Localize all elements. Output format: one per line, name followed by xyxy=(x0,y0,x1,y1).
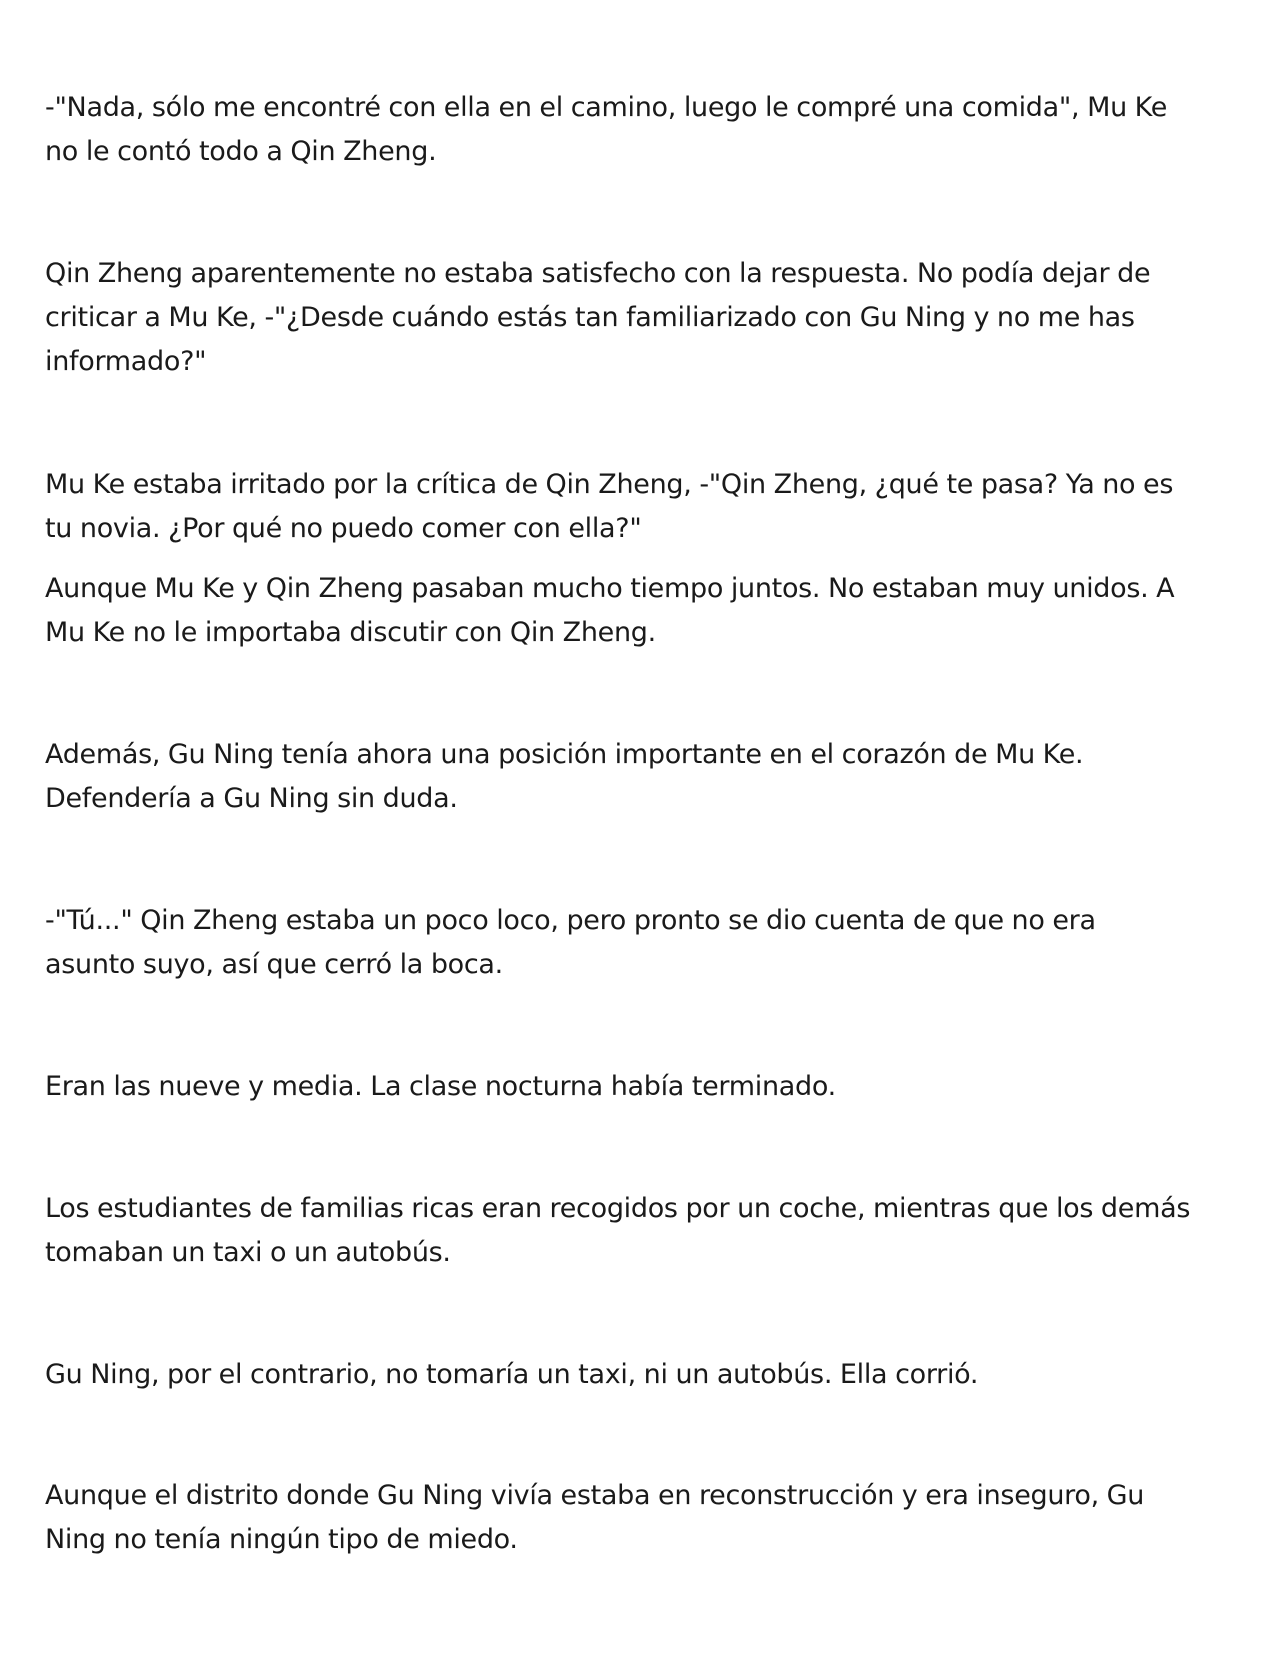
text-line: Además, Gu Ning tenía ahora una posición importante en el corazón de Mu Ke. xyxy=(45,739,1084,770)
text-line: tomaban un taxi o un autobús. xyxy=(45,1237,451,1268)
text-line: Aunque el distrito donde Gu Ning vivía estaba en reconstrucción y era inseguro, Gu xyxy=(45,1480,1145,1511)
paragraph-3 xyxy=(45,463,1235,551)
paragraph-7 xyxy=(45,1065,1235,1109)
paragraph-4 xyxy=(45,567,1235,655)
paragraph-1 xyxy=(45,86,1235,174)
text-line: Eran las nueve y media. La clase nocturna había terminado. xyxy=(45,1071,836,1102)
text-line: asunto suyo, así que cerró la boca. xyxy=(45,949,503,980)
text-line: Mu Ke no le importaba discutir con Qin Zheng. xyxy=(45,617,656,648)
text-line: informado?" xyxy=(45,346,207,377)
text-line: Gu Ning, por el contrario, no tomaría un taxi, ni un autobús. Ella corrió. xyxy=(45,1359,979,1390)
paragraph-8 xyxy=(45,1187,1235,1275)
paragraph-6 xyxy=(45,899,1235,987)
text-line: criticar a Mu Ke, -"¿Desde cuándo estás tan familiarizado con Gu Ning y no me has xyxy=(45,302,1135,333)
paragraph-5 xyxy=(45,733,1235,821)
text-line: Ning no tenía ningún tipo de miedo. xyxy=(45,1524,518,1555)
paragraph-9 xyxy=(45,1353,1235,1397)
text-line: -"Tú..." Qin Zheng estaba un poco loco, pero pronto se dio cuenta de que no era xyxy=(45,905,1096,936)
text-line: Aunque Mu Ke y Qin Zheng pasaban mucho tiempo juntos. No estaban muy unidos. A xyxy=(45,573,1175,604)
text-line: -"Nada, sólo me encontré con ella en el camino, luego le compré una comida", Mu Ke xyxy=(45,92,1168,123)
text-line: Mu Ke estaba irritado por la crítica de Qin Zheng, -"Qin Zheng, ¿qué te pasa? Ya no es xyxy=(45,469,1174,500)
paragraph-10 xyxy=(45,1474,1235,1562)
text-line: Defendería a Gu Ning sin duda. xyxy=(45,783,458,814)
text-line: tu novia. ¿Por qué no puedo comer con ella?" xyxy=(45,513,642,544)
paragraph-2 xyxy=(45,252,1235,384)
text-line: Los estudiantes de familias ricas eran recogidos por un coche, mientras que los demás xyxy=(45,1193,1191,1224)
text-line: no le contó todo a Qin Zheng. xyxy=(45,136,437,167)
text-line: Qin Zheng aparentemente no estaba satisfecho con la respuesta. No podía dejar de xyxy=(45,258,1151,289)
